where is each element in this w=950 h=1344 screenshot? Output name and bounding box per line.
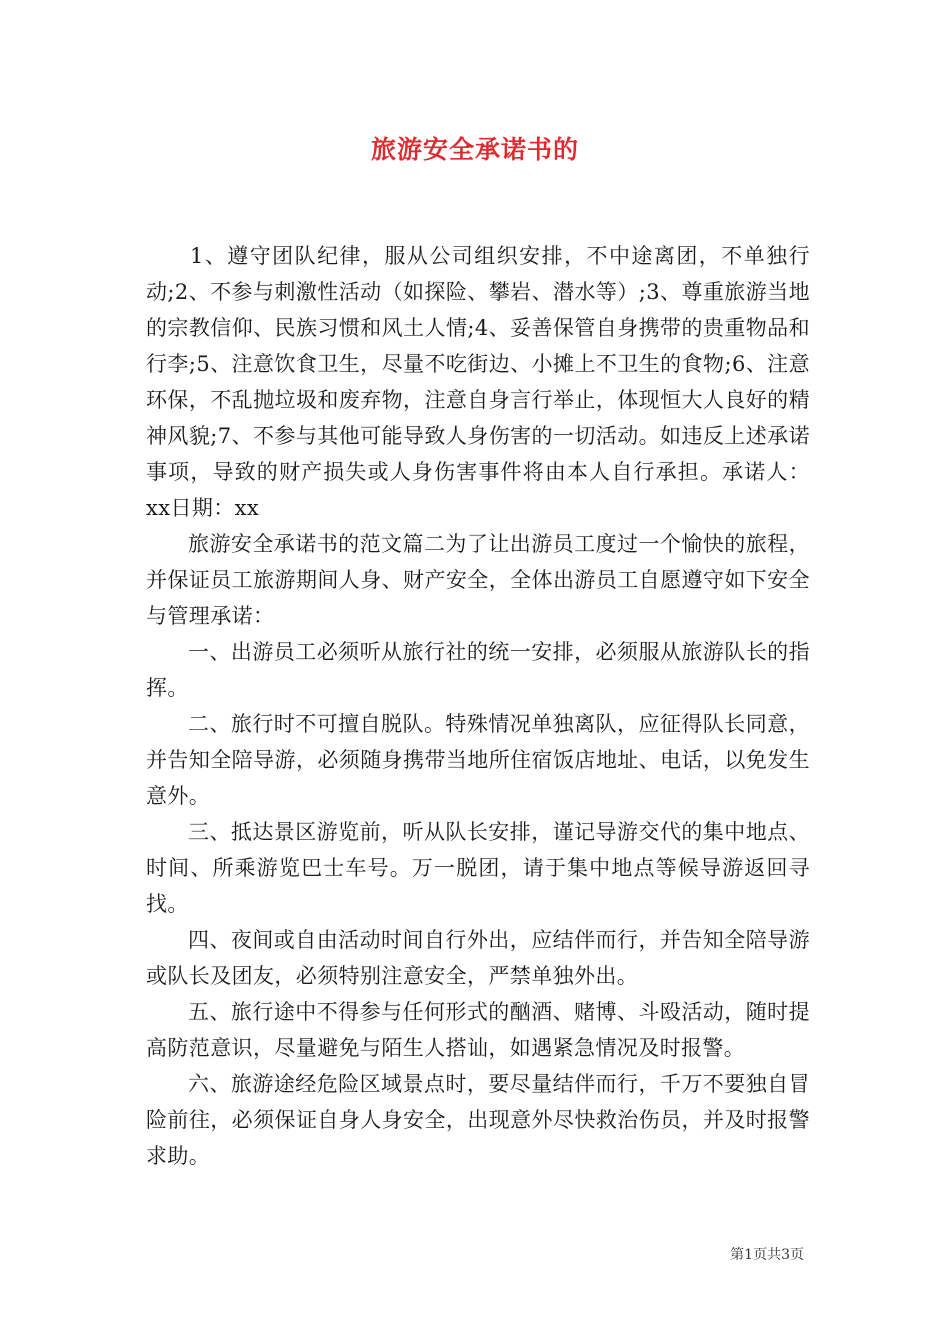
paragraph-item-six: 六、旅游途经危险区域景点时，要尽量结伴而行，千万不要独自冒险前往，必须保证自身人身安全，出现意外尽快救治伤员，并及时报警求助。 bbox=[146, 1072, 810, 1168]
paragraph-item-five: 五、旅行途中不得参与任何形式的酗酒、赌博、斗殴活动，随时提高防范意识，尽量避免与陌生人搭讪，如遇紧急情况及时报警。 bbox=[146, 1000, 810, 1060]
page-number-label: 第1页共3页 bbox=[730, 1247, 804, 1263]
paragraph-item-two: 二、旅行时不可擅自脱队。特殊情况单独离队，应征得队长同意，并告知全陪导游，必须随身携带当地所住宿饭店地址、电话，以免发生意外。 bbox=[146, 712, 810, 808]
page-number bbox=[730, 1244, 804, 1264]
paragraph-item-one: 一、出游员工必须听从旅行社的统一安排，必须服从旅游队长的指挥。 bbox=[146, 640, 810, 700]
paragraph-commitments: 1、遵守团队纪律，服从公司组织安排，不中途离团，不单独行动;2、不参与刺激性活动（如探险、攀岩、潜水等）;3、尊重旅游当地的宗教信仰、民族习惯和风土人情;4、妥善保管自身携带的贵重物品和行李;5、注意饮食卫生，尽量不吃街边、小摊上不卫生的食物;6、注意环保，不乱抛垃圾和废弃物，注意自身言行举止，体现恒大人良好的精神风貌;7、不参与其他可能导致人身伤害的一切活动。如违反上述承诺事项，导致的财产损失或人身伤害事件将由本人自行承担。承诺人：xx日期：xx bbox=[146, 244, 810, 520]
paragraph-sample-two-intro: 旅游安全承诺书的范文篇二为了让出游员工度过一个愉快的旅程，并保证员工旅游期间人身、财产安全，全体出游员工自愿遵守如下安全与管理承诺： bbox=[146, 532, 810, 628]
paragraph-item-four: 四、夜间或自由活动时间自行外出，应结伴而行，并告知全陪导游或队长及团友，必须特别注意安全，严禁单独外出。 bbox=[146, 928, 810, 988]
document-body bbox=[146, 238, 810, 1174]
document-title: 旅游安全承诺书的 bbox=[370, 135, 579, 164]
paragraph-item-three: 三、抵达景区游览前，听从队长安排，谨记导游交代的集中地点、时间、所乘游览巴士车号。万一脱团，请于集中地点等候导游返回寻找。 bbox=[146, 820, 810, 916]
